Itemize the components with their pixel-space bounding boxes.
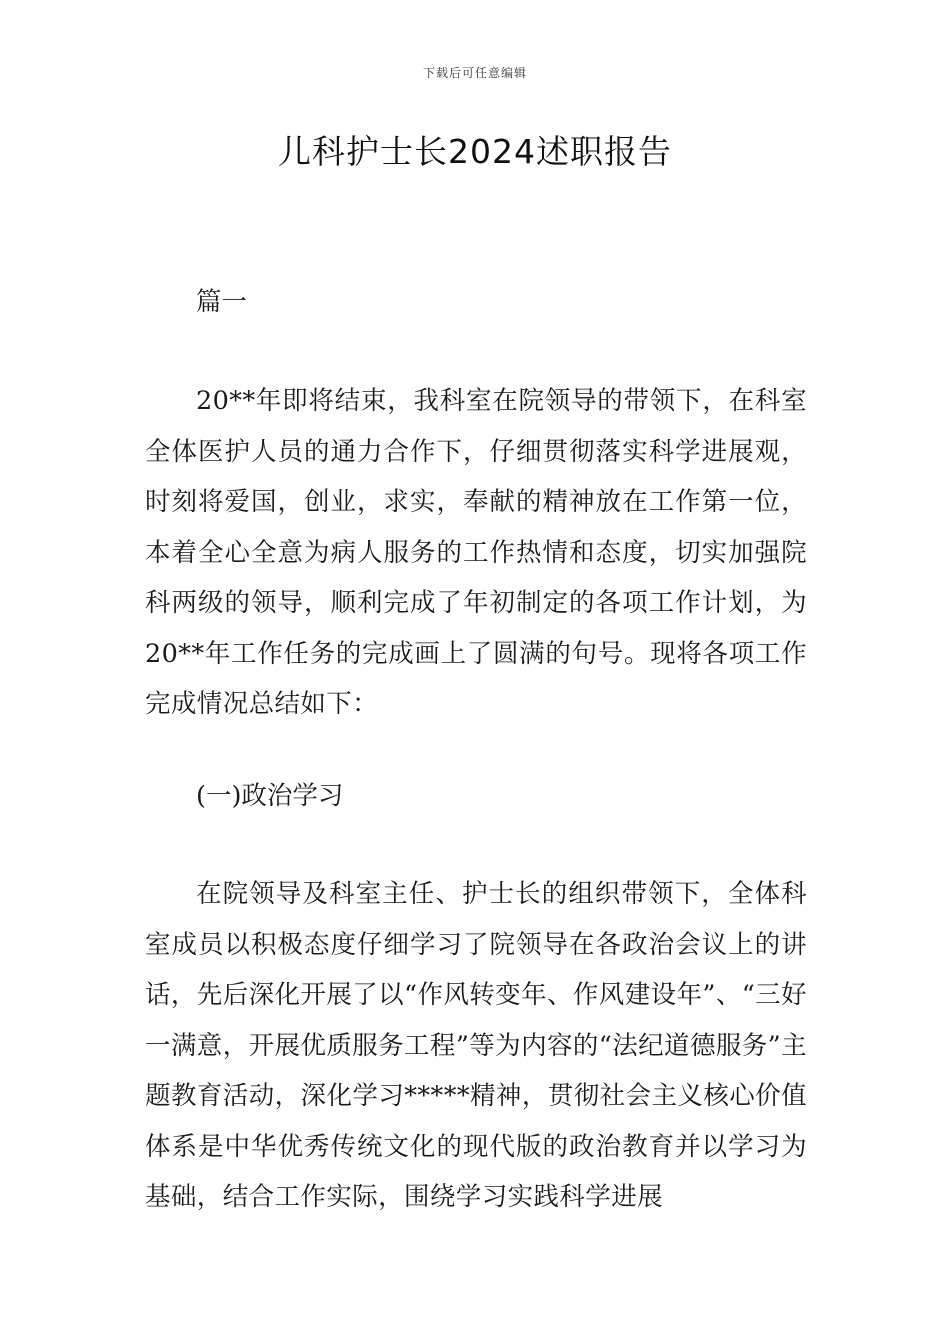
body-paragraph: 在院领导及科室主任、护士长的组织带领下，全体科室成员以积极态度仔细学习了院领导在各政治会议上的讲话，先后深化开展了以“作风转变年、作风建设年”、“三好一满意，开展优质服务工程”等为内容的“法纪道德服务”主题教育活动，深化学习*****精神，贯彻社会主义核心价值体系是中华优秀传统文化的现代版的政治教育并以学习为基础，结合工作实际，围绕学习实践科学进展: [145, 879, 807, 1212]
document-title: 儿科护士长2024述职报告: [278, 132, 672, 171]
intro-paragraph: 20**年即将结束，我科室在院领导的带领下，在科室全体医护人员的通力合作下，仔细贯彻落实科学进展观，时刻将爱国，创业，求实，奉献的精神放在工作第一位，本着全心全意为病人服务的工作热情和态度，切实加强院科两级的领导，顺利完成了年初制定的各项工作计划，为20**年工作任务的完成画上了圆满的句号。现将各项工作完成情况总结如下：: [145, 386, 807, 719]
header-note: 下载后可任意编辑: [422, 66, 527, 80]
subsection-heading: (一)政治学习: [196, 781, 344, 811]
section-label: 篇一: [196, 287, 248, 317]
